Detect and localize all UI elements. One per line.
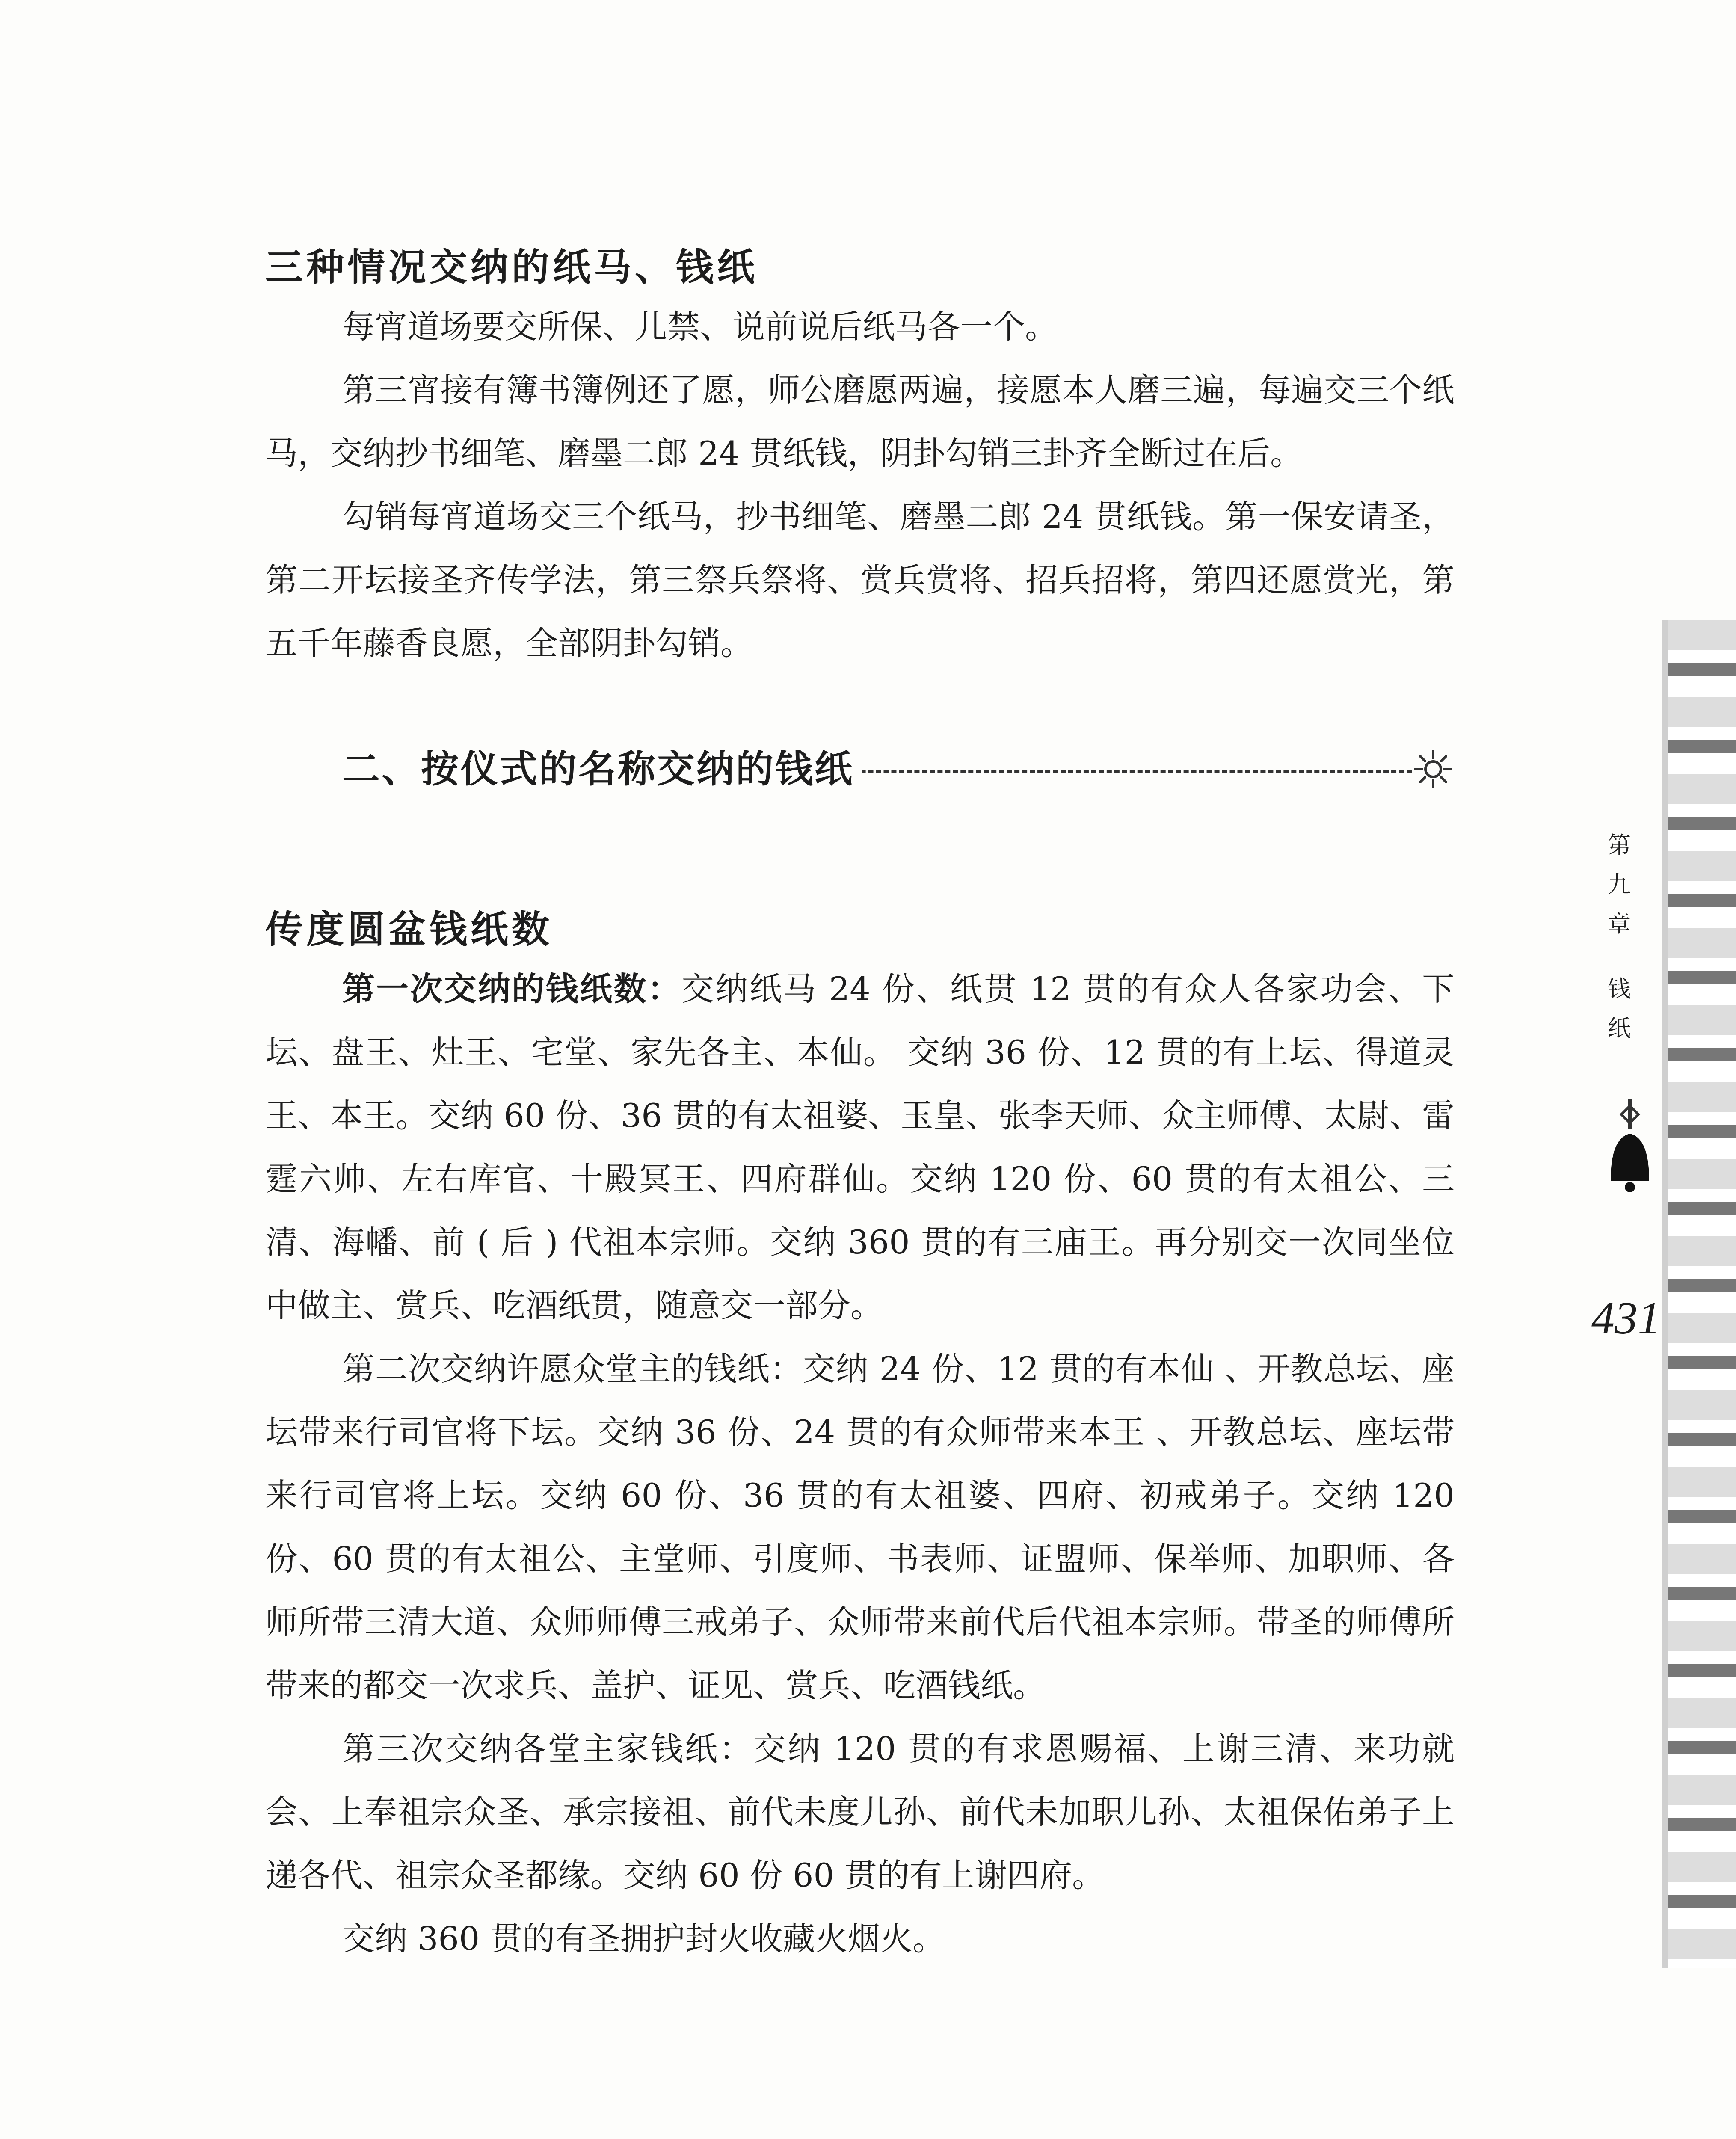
chapter-char: 钱 bbox=[1608, 975, 1631, 1002]
paragraph-final: 交纳 360 贯的有圣拥护封火收藏火烟火。 bbox=[342, 1920, 945, 1958]
first-payment-text: 交纳纸马 24 份、纸贯 12 贯的有众人各家功会、下坛、盘王、灶王、宅堂、家先各主、本仙。 交纳 36 份、12 贯的有上坛、得道灵王、本王。交纳 60 份、36 贯的有太祖婆、玉皇、张李天师、众主师傅、太尉、雷霆六帅、左右库官、十殿冥王、四府群仙。交纳 120 份、60 贯的有太祖公、三清、海幡、前 ( 后 ) 代祖本宗师。交纳 360 贯的有三庙王。再分别交一次同坐位中做主、赏兵、吃酒纸贯，随意交一部分。 bbox=[265, 970, 1455, 1324]
chapter-label bbox=[1591, 826, 1647, 1048]
heading-paper-horse: 三种情况交纳的纸马、钱纸 bbox=[265, 245, 758, 289]
rosette-icon bbox=[1412, 748, 1455, 791]
paragraph-1: 每宵道场要交所保、儿禁、说前说后纸马各一个。 bbox=[342, 308, 1058, 346]
paragraph-third-payment: 第三次交纳各堂主家钱纸：交纳 120 贯的有求恩赐福、上谢三清、来功就会、上奉祖宗众圣、承宗接祖、前代未度儿孙、前代未加职儿孙、太祖保佑弟子上递各代、祖宗众圣都缘。交纳 60 份 60 贯的有上谢四府。 bbox=[265, 1730, 1455, 1894]
paragraph-first-payment bbox=[265, 957, 1455, 1337]
paragraph-2: 第三宵接有簿书簿例还了愿，师公磨愿两遍，接愿本人磨三遍，每遍交三个纸马，交纳抄书细笔、磨墨二郎 24 贯纸钱，阴卦勾销三卦齐全断过在后。 bbox=[265, 371, 1455, 472]
chapter-char: 章 bbox=[1608, 910, 1631, 937]
chapter-char: 第 bbox=[1608, 832, 1631, 859]
chapter-gap bbox=[1591, 944, 1647, 969]
section-two-heading: 二、按仪式的名称交纳的钱纸 bbox=[342, 739, 862, 793]
chapter-char: 纸 bbox=[1608, 1015, 1631, 1042]
page-number: 431 bbox=[1591, 1293, 1661, 1344]
chapter-char: 九 bbox=[1608, 871, 1631, 898]
page-content bbox=[265, 240, 1455, 1970]
heading-round-basin: 传度圆盆钱纸数 bbox=[265, 907, 553, 951]
first-payment-lead: 第一次交纳的钱纸数： bbox=[342, 970, 682, 1008]
decorative-side-tab bbox=[1662, 620, 1736, 1968]
paragraph-3: 勾销每宵道场交三个纸马，抄书细笔、磨墨二郎 24 贯纸钱。第一保安请圣，第二开坛接圣齐传学法，第三祭兵祭将、赏兵赏将、招兵招将，第四还愿赏光，第五千年藤香良愿，全部阴卦勾销。 bbox=[265, 498, 1455, 662]
section-two-heading-row bbox=[265, 731, 1455, 803]
bell-icon bbox=[1602, 1099, 1658, 1198]
paragraph-second-payment: 第二次交纳许愿众堂主的钱纸：交纳 24 份、12 贯的有本仙 、开教总坛、座坛带来行司官将下坛。交纳 36 份、24 贯的有众师带来本王 、开教总坛、座坛带来行司官将上坛。交纳 60 份、36 贯的有太祖婆、四府、初戒弟子。交纳 120 份、60 贯的有太祖公、主堂师、引度师、书表师、证盟师、保举师、加职师、各师所带三清大道、众师师傅三戒弟子、众师带来前代后代祖本宗师。带圣的师傅所带来的都交一次求兵、盖护、证见、赏兵、吃酒钱纸。 bbox=[265, 1350, 1455, 1704]
